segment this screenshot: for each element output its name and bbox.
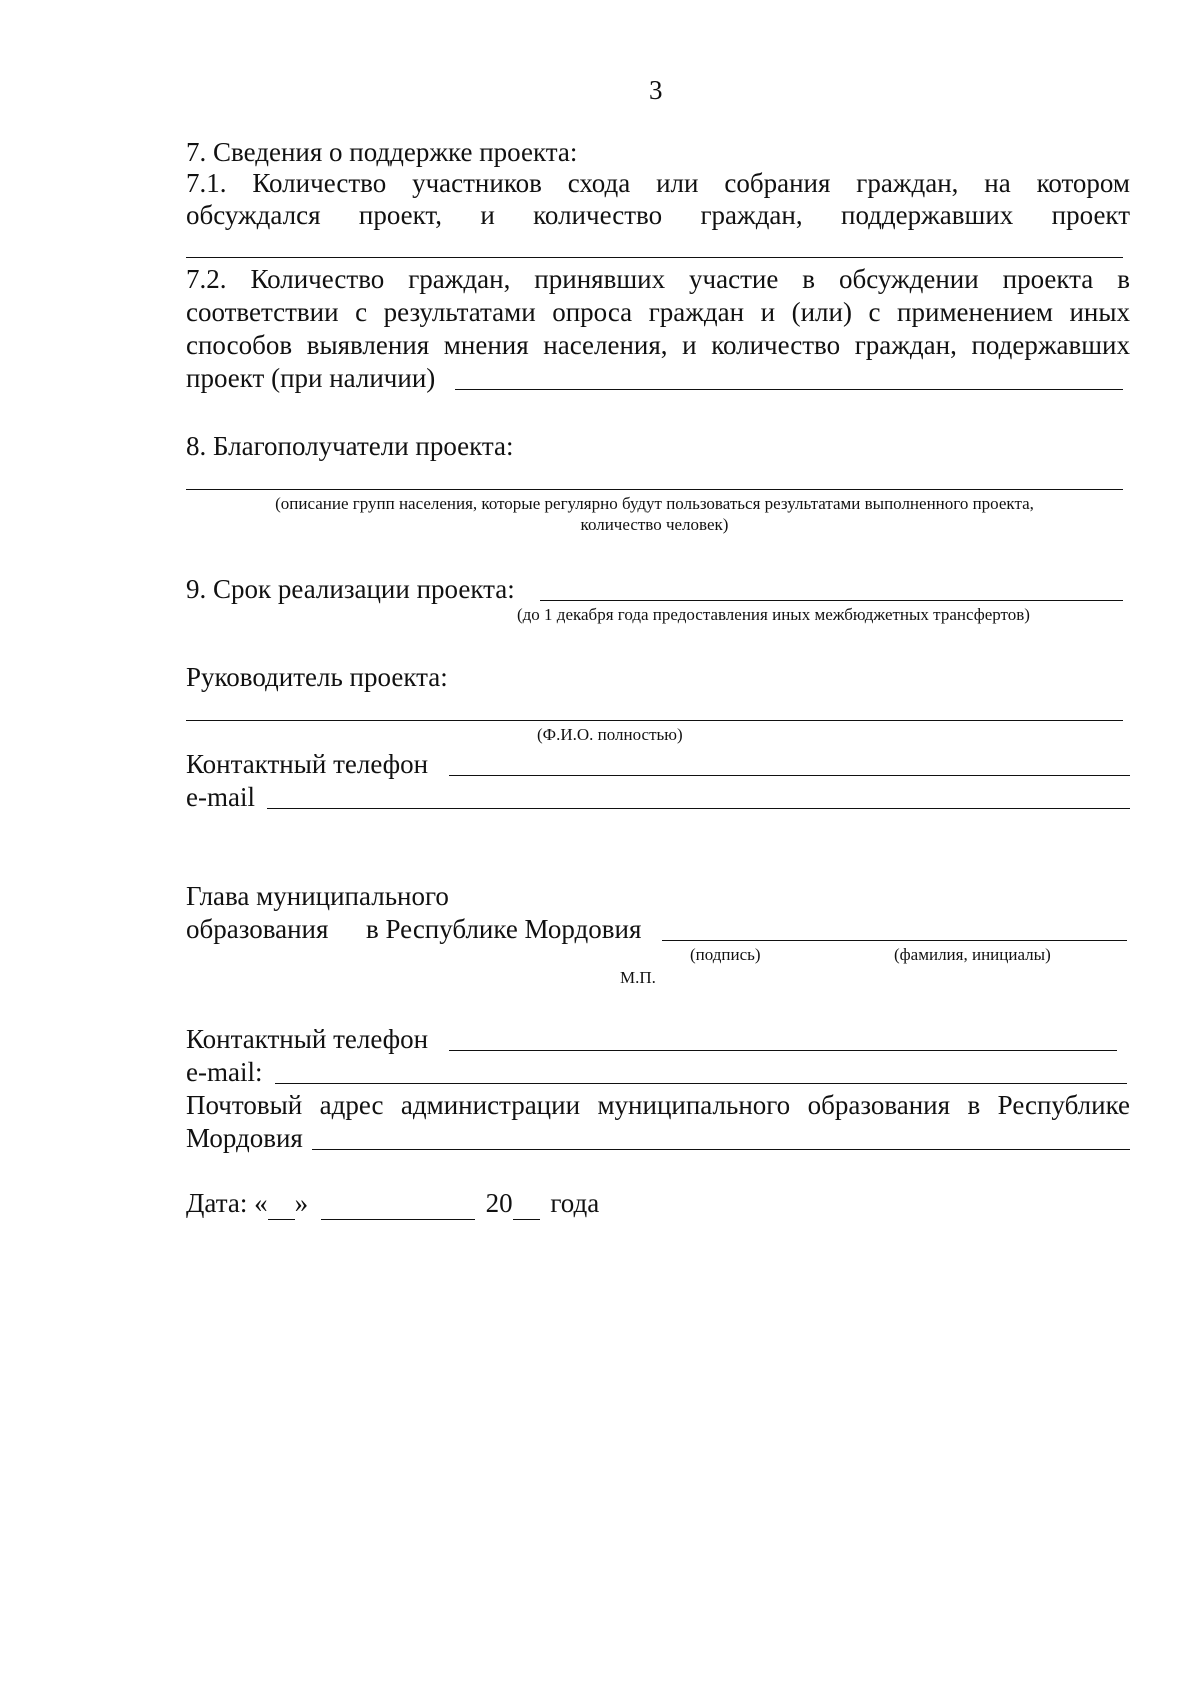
- date-label: Дата: «: [186, 1188, 268, 1218]
- section-8-caption-line-1: (описание групп населения, которые регулярно будут пользоваться результатами выполненного проекта,: [275, 494, 1034, 513]
- date-row: [186, 1187, 599, 1220]
- head-name-caption: (фамилия, инициалы): [894, 945, 1051, 964]
- project-manager-name-caption: (Ф.И.О. полностью): [537, 725, 683, 744]
- date-year-suffix: года: [550, 1188, 600, 1218]
- section-7-1-line-1: 7.1. Количество участников схода или собрания граждан, на котором: [186, 168, 1130, 198]
- contacts-email-line[interactable]: [275, 1083, 1127, 1084]
- project-manager-heading: Руководитель проекта:: [186, 662, 448, 692]
- postal-address-line[interactable]: [312, 1149, 1130, 1150]
- head-signature-caption: (подпись): [690, 945, 761, 964]
- postal-address-line-1: Почтовый адрес администрации муниципального образования в Республике: [186, 1090, 1130, 1120]
- contacts-phone-label: Контактный телефон: [186, 1024, 429, 1054]
- project-manager-name-line[interactable]: [186, 720, 1123, 721]
- section-9-label: 9. Срок реализации проекта:: [186, 574, 515, 604]
- date-close-quote: »: [294, 1188, 309, 1218]
- date-day-blank[interactable]: [268, 1187, 295, 1220]
- postal-address-line-2: Мордовия: [186, 1123, 303, 1153]
- section-7-1-answer-line[interactable]: [186, 257, 1123, 258]
- head-title-line-2b: в Республике Мордовия: [366, 914, 642, 944]
- project-manager-phone-line[interactable]: [449, 775, 1130, 776]
- contacts-email-label: e-mail:: [186, 1057, 263, 1087]
- project-manager-phone-label: Контактный телефон: [186, 749, 429, 779]
- section-7-2-line-1: 7.2. Количество граждан, принявших участие в обсуждении проекта в: [186, 264, 1130, 294]
- section-8-answer-line[interactable]: [186, 489, 1123, 490]
- date-year-prefix: 20: [485, 1188, 513, 1218]
- head-title-line-2a: образования: [186, 914, 329, 944]
- project-manager-email-label: e-mail: [186, 782, 255, 812]
- section-7-2-line-4: проект (при наличии): [186, 363, 436, 393]
- section-9-answer-line[interactable]: [540, 600, 1123, 601]
- section-7-2-line-2: соответствии с результатами опроса граждан и (или) с применением иных: [186, 297, 1130, 327]
- project-manager-email-line[interactable]: [267, 808, 1130, 809]
- section-7-heading: 7. Сведения о поддержке проекта:: [186, 137, 578, 167]
- date-month-blank[interactable]: [321, 1187, 475, 1220]
- head-signature-line[interactable]: [662, 940, 1127, 941]
- section-7-1-line-2: обсуждался проект, и количество граждан, поддержавших проект: [186, 200, 1130, 230]
- section-7-2-line-3: способов выявления мнения населения, и количество граждан, подержавших: [186, 330, 1130, 360]
- section-9-caption: (до 1 декабря года предоставления иных межбюджетных трансфертов): [517, 605, 1030, 624]
- page-number: 3: [649, 75, 663, 105]
- section-8-caption-line-2: количество человек): [580, 515, 729, 534]
- head-title-line-1: Глава муниципального: [186, 881, 449, 911]
- contacts-phone-line[interactable]: [449, 1050, 1117, 1051]
- seal-label: М.П.: [620, 968, 656, 987]
- section-8-heading: 8. Благополучатели проекта:: [186, 431, 514, 461]
- section-7-2-answer-line[interactable]: [455, 389, 1123, 390]
- date-year-blank[interactable]: [513, 1187, 540, 1220]
